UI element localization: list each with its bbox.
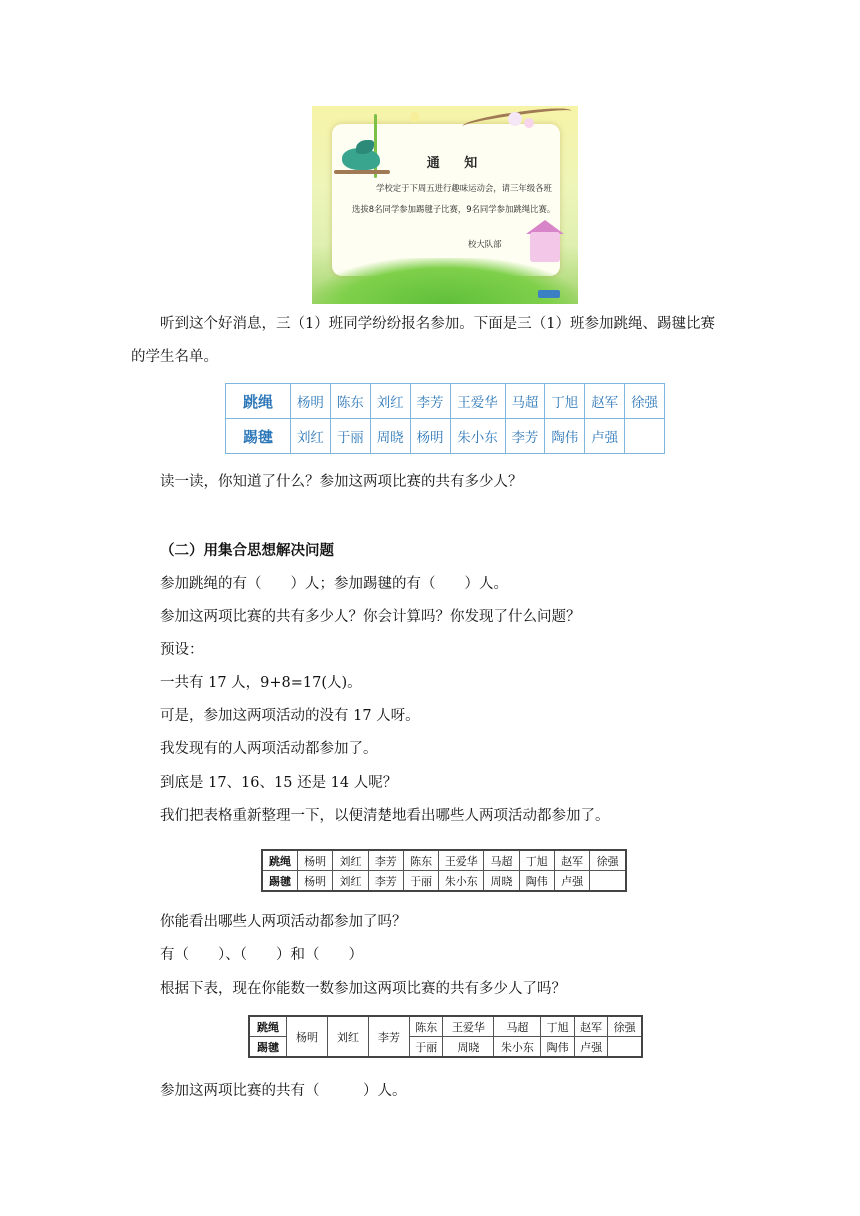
table-cell: 陶伟 [519,871,554,892]
table-cell: 赵军 [574,1016,607,1037]
question-3: 根据下表，现在你能数一数参加这两项比赛的共有多少人了吗？ [160,981,566,997]
table-cell: 赵军 [554,850,589,871]
table-cell: 陈东 [403,850,438,871]
table-cell: 杨明 [291,384,331,419]
row-label: 踢毽 [262,871,298,892]
row-label: 踢毽 [226,419,291,454]
row-label: 跳绳 [226,384,291,419]
table-cell: 卢强 [574,1037,607,1058]
table-cell: 李芳 [505,419,545,454]
overlap-table [248,1015,643,1058]
table-cell: 李芳 [368,871,403,892]
signup-table [225,383,665,454]
shared-cell: 李芳 [369,1016,410,1057]
table-cell: 卢强 [554,871,589,892]
notice-image [312,106,578,304]
table-cell: 刘红 [333,871,368,892]
table-cell: 丁旭 [541,1016,574,1037]
table-cell: 徐强 [608,1016,642,1037]
table-cell: 马超 [494,1016,541,1037]
table-cell: 刘红 [333,850,368,871]
text-line: 参加跳绳的有（ ）人；参加踢毽的有（ ）人。 [160,576,508,592]
text-line: 参加这两项比赛的共有多少人？你会计算吗？你发现了什么问题？ [160,609,581,625]
text-line: 到底是 17、16、15 还是 14 人呢？ [160,775,398,791]
table-cell: 丁旭 [519,850,554,871]
table-row [249,1016,642,1037]
table-cell: 杨明 [298,871,333,892]
question-1: 读一读，你知道了什么？参加这两项比赛的共有多少人？ [160,474,523,490]
blanks-line: 有（ ）、（ ）和（ ） [160,947,363,963]
text-line: 我们把表格重新整理一下，以便清楚地看出哪些人两项活动都参加了。 [160,808,610,824]
table-cell [590,871,626,892]
row-label: 跳绳 [262,850,298,871]
table-cell: 周晓 [370,419,410,454]
final-question: 参加这两项比赛的共有（ ）人。 [160,1083,407,1099]
table-cell: 丁旭 [545,384,585,419]
table-cell: 于丽 [410,1037,443,1058]
table-cell: 王爱华 [443,1016,494,1037]
question-2: 你能看出哪些人两项活动都参加了吗？ [160,914,407,930]
table-cell: 周晓 [484,871,519,892]
table-cell: 陈东 [410,1016,443,1037]
table-cell: 徐强 [590,850,626,871]
row-label: 跳绳 [249,1016,287,1037]
intro-line-1: 听到这个好消息，三（1）班同学纷纷报名参加。下面是三（1）班参加跳绳、踢毽比赛 [160,316,715,332]
table-cell: 卢强 [585,419,625,454]
flower-icon [524,118,534,128]
table-cell [625,419,665,454]
table-row [262,850,626,871]
table-cell: 周晓 [443,1037,494,1058]
table-cell: 朱小东 [439,871,484,892]
row-label: 踢毽 [249,1037,287,1058]
table-cell: 陈东 [330,384,370,419]
table-row [226,384,665,419]
text-line: 我发现有的人两项活动都参加了。 [160,741,378,757]
table-cell: 杨明 [298,850,333,871]
notice-signature: 校大队部 [468,239,502,249]
table-cell: 陶伟 [545,419,585,454]
table-cell: 杨明 [410,419,450,454]
table-cell: 于丽 [403,871,438,892]
text-line: 一共有 17 人，9+8=17(人)。 [160,675,362,691]
table-row [226,419,665,454]
table-cell: 朱小东 [494,1037,541,1058]
table-cell: 徐强 [625,384,665,419]
notice-title: 通 知 [426,156,488,171]
table-cell: 刘红 [291,419,331,454]
logo-badge [538,290,560,298]
shared-cell: 杨明 [287,1016,328,1057]
regrouped-table [261,849,627,892]
intro-line-2: 的学生名单。 [131,349,218,365]
table-cell: 李芳 [410,384,450,419]
text-line: 预设： [160,642,204,658]
flower-icon [410,112,420,122]
section-heading: （二）用集合思想解决问题 [160,542,334,559]
table-cell: 马超 [505,384,545,419]
table-cell: 王爱华 [450,384,505,419]
table-cell [608,1037,642,1058]
table-cell: 陶伟 [541,1037,574,1058]
notice-body: 学校定于下周五进行趣味运动会，请三年级各班选拔8名同学参加踢毽子比赛，9名同学参加跳绳比赛。 [352,183,556,214]
table-cell: 李芳 [368,850,403,871]
table-cell: 马超 [484,850,519,871]
table-cell: 赵军 [585,384,625,419]
table-cell: 朱小东 [450,419,505,454]
table-cell: 刘红 [370,384,410,419]
table-row [262,871,626,892]
table-cell: 于丽 [330,419,370,454]
shared-cell: 刘红 [328,1016,369,1057]
flower-icon [508,112,522,126]
table-cell: 王爱华 [439,850,484,871]
text-line: 可是，参加这两项活动的没有 17 人呀。 [160,708,420,724]
